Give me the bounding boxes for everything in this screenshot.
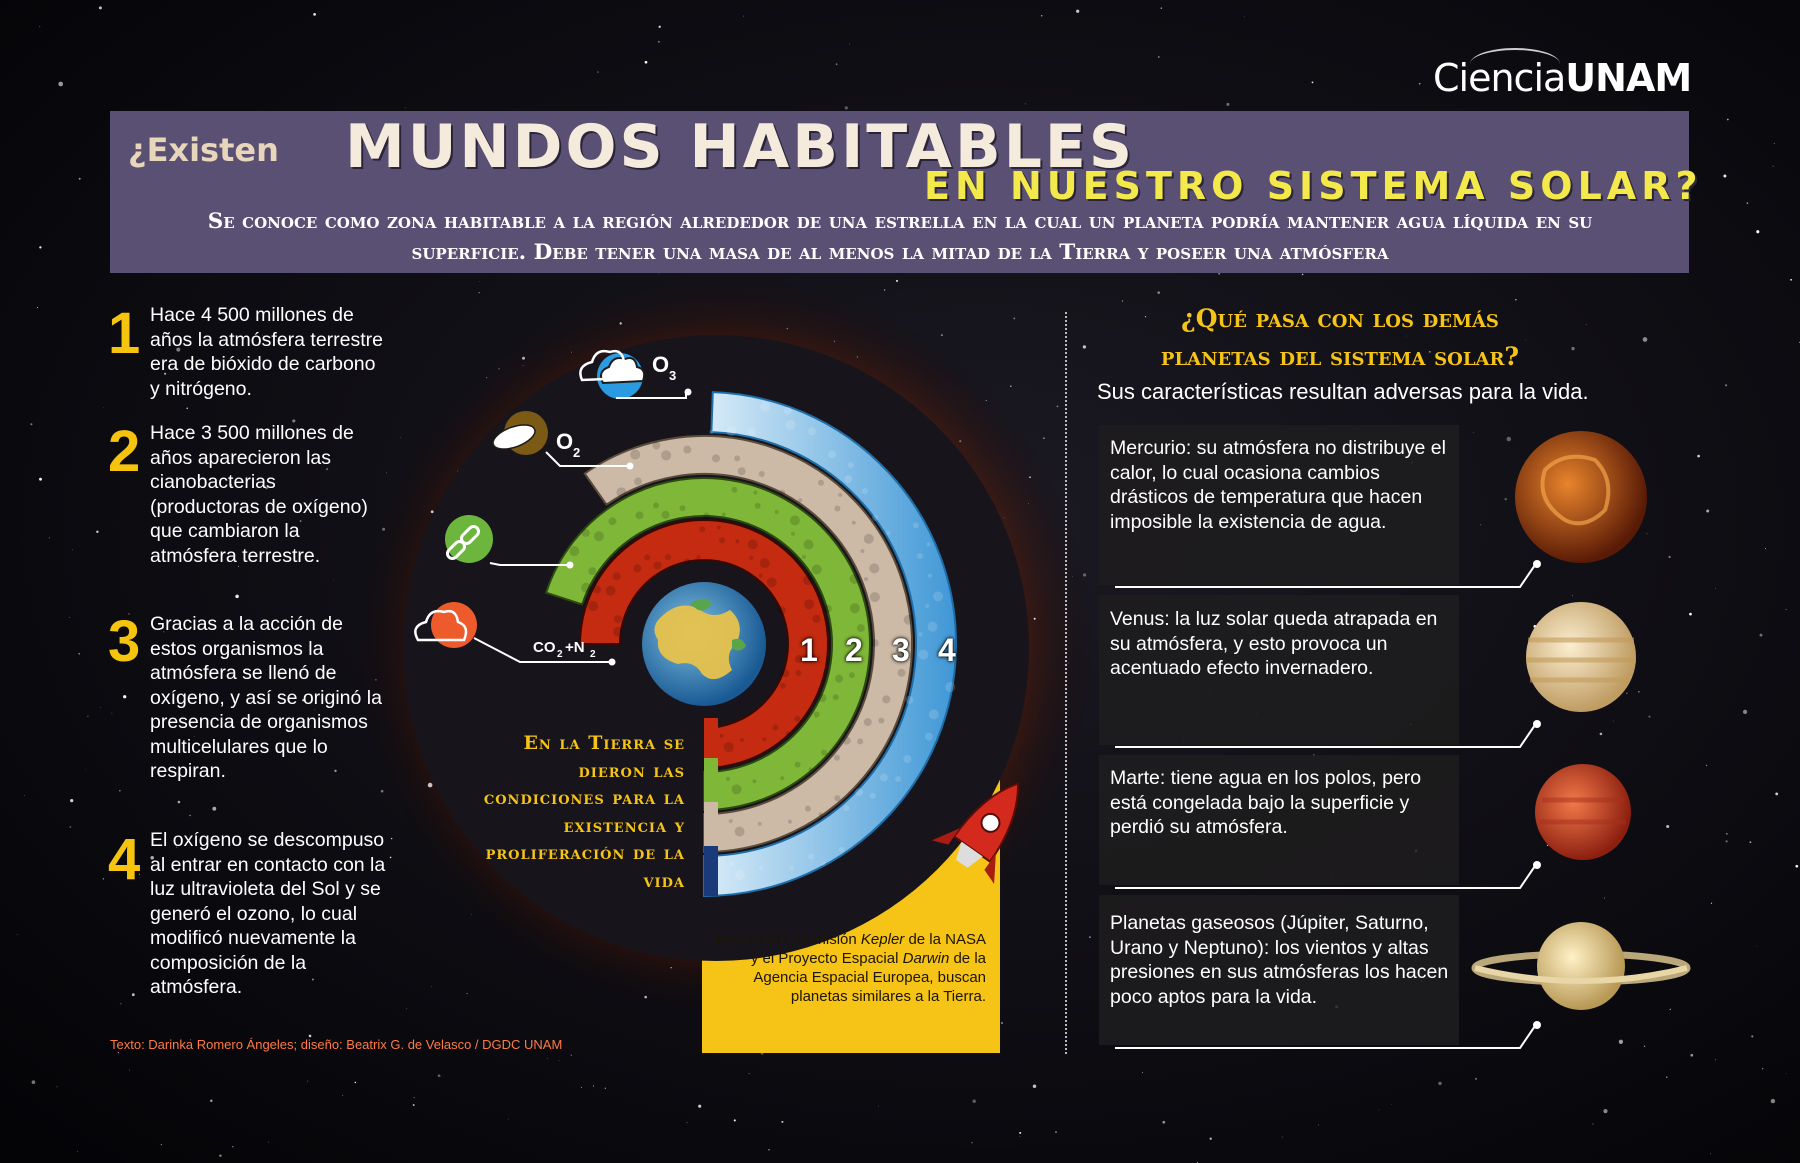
ring-early-atmosphere-texture	[654, 562, 662, 570]
ring-cyanobacteria-texture	[581, 583, 591, 593]
ring-early-atmosphere-texture	[720, 734, 724, 738]
ring-cyanobacteria-texture	[850, 574, 860, 584]
ring-early-atmosphere-texture	[593, 586, 601, 594]
ring-ozone-texture	[925, 733, 933, 741]
ring-cyanobacteria-texture	[790, 515, 800, 525]
ring-legend-strip-2	[704, 758, 718, 802]
ring-number-3: 3	[892, 632, 910, 668]
co2-label: CO	[533, 639, 556, 656]
ring-oxygen-texture	[871, 639, 879, 647]
ring-early-atmosphere-texture	[762, 737, 766, 741]
mars-text: Marte: tiene agua en los polos, pero está congelada bajo la superficie y perdió su atmósfera.	[1110, 767, 1422, 839]
ozone-subscript: 3	[669, 368, 677, 383]
venus-icon	[1526, 602, 1636, 712]
ozone-label: O	[652, 352, 670, 377]
ring-cyanobacteria-texture	[662, 511, 670, 519]
ring-oxygen-texture	[864, 718, 872, 726]
ring-early-atmosphere-texture	[699, 526, 705, 532]
ring-ozone-texture	[880, 774, 888, 782]
ring-early-atmosphere-texture	[767, 577, 777, 587]
ring-early-atmosphere-texture	[794, 716, 800, 722]
ring-cyanobacteria-texture	[753, 491, 757, 495]
ring-early-atmosphere-texture	[614, 615, 622, 623]
ring-oxygen-texture	[683, 446, 691, 454]
n2-label: +N	[565, 639, 585, 656]
ring-oxygen-texture	[630, 450, 640, 460]
ring-ozone-texture	[759, 866, 763, 870]
ring-oxygen-texture	[798, 498, 802, 502]
ring-early-atmosphere-texture	[717, 525, 721, 529]
ring-ozone-texture	[709, 430, 713, 434]
ring-cyanobacteria-texture	[780, 776, 784, 780]
title-prefix: ¿Existen	[128, 131, 279, 169]
ring-cyanobacteria-texture	[722, 512, 726, 516]
ring-cyanobacteria-texture	[791, 532, 795, 536]
ring-oxygen-texture	[738, 467, 746, 475]
ring-cyanobacteria-texture	[752, 779, 756, 783]
ring-cyanobacteria-texture	[775, 510, 779, 514]
planets-section-title: ¿Qué pasa con los demás planetas del sistema solar?	[1160, 304, 1520, 371]
ring-ozone-texture	[919, 632, 923, 636]
ring-oxygen-texture	[882, 695, 890, 703]
ring-ozone-texture	[928, 622, 938, 632]
ring-early-atmosphere-texture	[618, 642, 622, 646]
ring-oxygen-texture	[834, 755, 840, 761]
ring-early-atmosphere-texture	[759, 574, 763, 578]
ring-oxygen-texture	[864, 577, 868, 581]
ring-cyanobacteria-texture	[703, 513, 709, 519]
ring-ozone-texture	[905, 696, 913, 704]
ring-legend-strip-3	[704, 802, 718, 846]
ring-ozone-texture	[844, 475, 852, 483]
ring-cyanobacteria-texture	[857, 624, 865, 632]
ring-ozone-texture	[839, 847, 845, 853]
ring-oxygen-texture	[758, 822, 762, 826]
ring-early-atmosphere-texture	[633, 564, 641, 572]
ring-oxygen-texture	[735, 827, 745, 837]
ring-cyanobacteria-texture	[580, 602, 584, 606]
ring-ozone-texture	[821, 862, 825, 866]
ring-ozone-texture	[895, 776, 901, 782]
ring-oxygen-texture	[878, 718, 884, 724]
ring-oxygen-texture	[834, 505, 840, 511]
ring-early-atmosphere-texture	[588, 601, 598, 611]
ring-early-atmosphere-texture	[812, 615, 820, 623]
ring-early-atmosphere-texture	[760, 558, 770, 568]
earth-conditions-text: En la Tierra se dieron las condiciones para la existencia y proliferación de la vida	[483, 732, 685, 892]
step-4-text: El oxígeno se descompuso al entrar en contacto con la luz ultravioleta del Sol y se generó el ozono, lo cual modificó nuevamente la composición de la atmósfera.	[150, 829, 386, 998]
ring-oxygen-texture	[712, 454, 720, 462]
saturn-icon	[1475, 922, 1687, 1010]
ring-early-atmosphere-texture	[613, 572, 621, 580]
step-1-number: 1	[108, 301, 141, 366]
ring-cyanobacteria-texture	[833, 694, 839, 700]
mercury-text: Mercurio: su atmósfera no distribuye el calor, lo cual ocasiona cambios drásticos de temperatura que hacen imposible la existencia de agua.	[1110, 437, 1446, 534]
ring-early-atmosphere-texture	[665, 554, 671, 560]
ring-cyanobacteria-texture	[819, 694, 827, 702]
ring-early-atmosphere-texture	[749, 556, 753, 560]
ring-ozone-texture	[928, 574, 932, 578]
ring-ozone-texture	[790, 866, 794, 870]
ring-ozone-texture	[917, 553, 923, 559]
ring-ozone-texture	[872, 515, 878, 521]
ring-cyanobacteria-texture	[812, 564, 822, 574]
ring-early-atmosphere-texture	[786, 731, 790, 735]
ring-ozone-texture	[945, 682, 955, 692]
ring-cyanobacteria-texture	[653, 502, 659, 508]
ring-ozone-texture	[729, 862, 733, 866]
ring-oxygen-texture	[616, 487, 626, 497]
ring-oxygen-texture	[898, 669, 906, 677]
planets-section-subtitle: Sus características resultan adversas para la vida.	[1097, 379, 1589, 404]
ring-early-atmosphere-texture	[772, 725, 778, 731]
ring-ozone-texture	[913, 522, 919, 528]
ring-early-atmosphere-texture	[780, 683, 786, 689]
n2-subscript: 2	[590, 649, 596, 660]
ring-oxygen-texture	[759, 471, 765, 477]
ring-oxygen-texture	[788, 820, 792, 824]
ring-oxygen-texture	[805, 806, 811, 812]
mercury-icon	[1515, 431, 1647, 563]
ring-cyanobacteria-texture	[795, 762, 801, 768]
habitable-zone-description: Se conoce como zona habitable a la región alrededor de una estrella en la cual un planeta podría mantener agua líquida en su superficie. Debe tener una masa de al menos la mitad de la Tierra y poseer una atmósfera	[207, 209, 1593, 265]
ring-early-atmosphere-texture	[697, 555, 701, 559]
ring-oxygen-texture	[634, 478, 642, 486]
ring-ozone-texture	[786, 420, 796, 430]
ring-ozone-texture	[808, 854, 814, 860]
ring-early-atmosphere-texture	[606, 586, 616, 596]
ring-cyanobacteria-texture	[804, 540, 814, 550]
ring-cyanobacteria-texture	[802, 555, 806, 559]
ring-cyanobacteria-texture	[582, 529, 590, 537]
title-main: MUNDOS HABITABLES	[345, 112, 1136, 182]
oxygen-label: O	[556, 429, 574, 454]
ring-cyanobacteria-texture	[731, 784, 741, 794]
ring-ozone-texture	[927, 542, 931, 546]
ring-oxygen-texture	[819, 812, 823, 816]
ring-early-atmosphere-texture	[804, 599, 814, 609]
ring-legend-strip-1	[704, 718, 718, 758]
chain-icon	[445, 515, 493, 563]
ring-cyanobacteria-texture	[588, 567, 596, 575]
ring-cyanobacteria-texture	[849, 672, 855, 678]
ring-cyanobacteria-texture	[814, 712, 820, 718]
ring-cyanobacteria-texture	[608, 517, 616, 525]
ring-oxygen-texture	[661, 450, 671, 460]
ring-oxygen-texture	[729, 819, 733, 823]
ring-ozone-texture	[862, 488, 868, 494]
ring-oxygen-texture	[779, 490, 785, 496]
ring-cyanobacteria-texture	[808, 767, 812, 771]
title-subtitle: EN NUESTRO SISTEMA SOLAR?	[924, 164, 1703, 208]
ring-cyanobacteria-texture	[821, 750, 827, 756]
ring-cyanobacteria-texture	[679, 505, 685, 511]
ring-cyanobacteria-texture	[835, 675, 843, 683]
ring-ozone-texture	[848, 462, 854, 468]
venus-text: Venus: la luz solar queda atrapada en su atmósfera, y esto provoca un acentuado efecto invernadero.	[1110, 608, 1438, 680]
ring-cyanobacteria-texture	[755, 503, 761, 509]
step-3-number: 3	[108, 609, 141, 674]
mars-icon	[1535, 764, 1631, 860]
ring-ozone-texture	[843, 805, 849, 811]
ring-early-atmosphere-texture	[748, 539, 758, 549]
ring-early-atmosphere-texture	[724, 742, 734, 752]
ring-oxygen-texture	[904, 615, 914, 625]
ring-cyanobacteria-texture	[731, 487, 737, 493]
ring-early-atmosphere-texture	[644, 554, 650, 560]
ring-ozone-texture	[918, 650, 928, 660]
ring-ozone-texture	[870, 793, 876, 799]
ring-oxygen-texture	[860, 549, 864, 553]
ring-number-2: 2	[845, 632, 863, 668]
ring-ozone-texture	[828, 450, 836, 458]
ring-oxygen-texture	[734, 455, 740, 461]
ring-oxygen-texture	[843, 737, 851, 745]
ring-legend-strip-4	[704, 846, 718, 896]
ring-cyanobacteria-texture	[726, 777, 730, 781]
ring-early-atmosphere-texture	[778, 606, 786, 614]
ring-early-atmosphere-texture	[684, 558, 690, 564]
ring-early-atmosphere-texture	[613, 627, 623, 637]
ring-early-atmosphere-texture	[781, 669, 789, 677]
ring-oxygen-texture	[852, 521, 856, 525]
ring-oxygen-texture	[838, 493, 842, 497]
ring-number-1: 1	[800, 632, 818, 668]
ring-oxygen-texture	[864, 534, 874, 544]
ring-early-atmosphere-texture	[803, 575, 813, 585]
ring-early-atmosphere-texture	[740, 738, 744, 742]
gas-giants-text: Planetas gaseosos (Júpiter, Saturno, Urano y Neptuno): los vientos y altas presiones en sus atmósferas los hacen poco aptos para la vida.	[1110, 912, 1449, 1009]
step-3-text: Gracias a la acción de estos organismos la atmósfera se llenó de oxígeno, y así se originó la presencia de organismos multicelulares que lo respiran.	[150, 613, 382, 782]
ring-cyanobacteria-texture	[824, 605, 832, 613]
oxygen-subscript: 2	[573, 445, 581, 460]
step-2-number: 2	[108, 419, 141, 484]
ring-ozone-texture	[726, 426, 736, 436]
ring-oxygen-texture	[604, 503, 608, 507]
ring-ozone-texture	[748, 428, 756, 436]
step-4-number: 4	[108, 827, 141, 892]
ring-ozone-texture	[855, 788, 863, 796]
credits: Texto: Darinka Romero Ángeles; diseño: Beatrix G. de Velasco / DGDC UNAM	[110, 1037, 563, 1052]
ciencia-unam-logo: CienciaUNAM	[1433, 56, 1692, 100]
ring-early-atmosphere-texture	[719, 537, 725, 543]
ring-ozone-texture	[808, 427, 816, 435]
co2-subscript: 2	[557, 649, 563, 660]
ring-ozone-texture	[886, 531, 890, 535]
ring-oxygen-texture	[652, 441, 660, 449]
ring-early-atmosphere-texture	[795, 670, 801, 676]
ring-ozone-texture	[933, 592, 943, 602]
ring-ozone-texture	[735, 870, 745, 880]
ring-cyanobacteria-texture	[850, 603, 860, 613]
ring-early-atmosphere-texture	[735, 539, 739, 543]
section-divider	[1065, 312, 1067, 1054]
ring-number-4: 4	[938, 632, 956, 668]
ring-cyanobacteria-texture	[594, 531, 604, 541]
ring-cyanobacteria-texture	[635, 511, 643, 519]
ring-oxygen-texture	[818, 480, 824, 486]
ring-oxygen-texture	[834, 795, 840, 801]
ring-ozone-texture	[903, 755, 911, 763]
step-1-text: Hace 4 500 millones de años la atmósfera terrestre era de bióxido de carbono y nitrógeno.	[150, 304, 384, 400]
ring-ozone-texture	[929, 709, 939, 719]
mission-text: Hoy en día, la misión Kepler de la NASA y el Proyecto Espacial Darwin de la Agencia Espacial Europea, buscan planetas similares a la Tierra.	[716, 931, 986, 1005]
ring-oxygen-texture	[869, 563, 879, 573]
ring-cyanobacteria-texture	[569, 546, 579, 556]
step-2-text: Hace 3 500 millones de años aparecieron las cianobacterias (productoras de oxígeno) que cambiaron la atmósfera terrestre.	[150, 422, 368, 567]
ring-ozone-texture	[925, 604, 929, 608]
ring-oxygen-texture	[857, 738, 863, 744]
ring-ozone-texture	[784, 407, 792, 415]
ring-ozone-texture	[760, 402, 770, 412]
ring-oxygen-texture	[870, 592, 880, 602]
